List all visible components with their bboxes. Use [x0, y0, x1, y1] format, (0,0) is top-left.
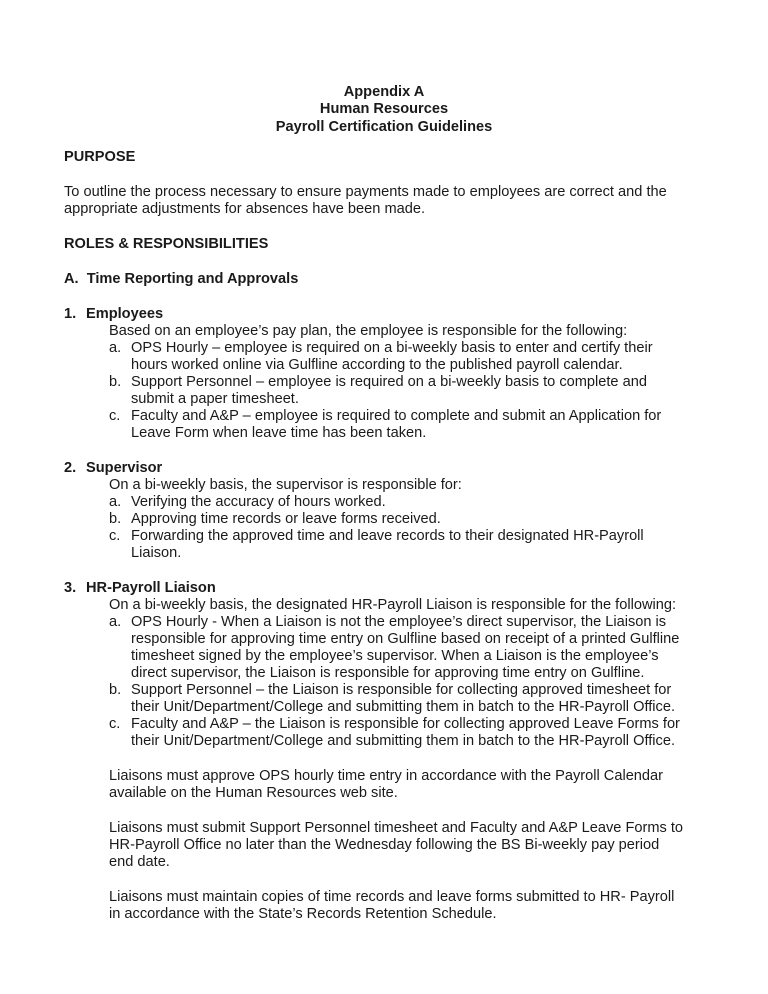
note-3-line-1: Liaisons must maintain copies of time records and leave forms submitted to HR- Payroll — [109, 889, 675, 905]
item-2c-line-1: Forwarding the approved time and leave records to their designated HR-Payroll — [131, 528, 644, 544]
note-1-line-2: available on the Human Resources web site. — [109, 785, 398, 801]
document-title-block — [0, 84, 768, 136]
item-3b-letter: b. — [109, 682, 122, 698]
item-2c-line-2: Liaison. — [131, 545, 182, 561]
item-3b-line-2: their Unit/Department/College and submitting them in batch to the HR-Payroll Office. — [131, 699, 676, 715]
item-2a-letter: a. — [109, 494, 122, 510]
title-department: Human Resources — [319, 101, 449, 118]
item-2-intro: On a bi-weekly basis, the supervisor is responsible for: — [109, 477, 462, 493]
note-3-line-2: in accordance with the State’s Records Retention Schedule. — [109, 906, 497, 922]
title-appendix: Appendix A — [343, 84, 425, 100]
item-2-title: Supervisor — [86, 460, 163, 476]
item-1c-line-2: Leave Form when leave time has been taken. — [131, 425, 427, 441]
item-1c-letter: c. — [109, 408, 121, 424]
note-2-line-3: end date. — [109, 854, 170, 870]
item-1a-line-1: OPS Hourly – employee is required on a bi-weekly basis to enter and certify their — [131, 340, 653, 356]
purpose-heading: PURPOSE — [64, 149, 136, 165]
note-2-line-2: HR-Payroll Office no later than the Wednesday following the BS Bi-weekly pay period — [109, 837, 660, 853]
item-2b-line-1: Approving time records or leave forms received. — [131, 511, 441, 527]
section-a-heading: A. Time Reporting and Approvals — [64, 271, 299, 287]
item-3a-letter: a. — [109, 614, 122, 630]
item-3c-letter: c. — [109, 716, 121, 732]
item-1-number: 1. — [64, 306, 77, 322]
item-1b-line-1: Support Personnel – employee is required on a bi-weekly basis to complete and — [131, 374, 647, 390]
item-3-number: 3. — [64, 580, 77, 596]
item-1b-letter: b. — [109, 374, 122, 390]
item-1a-line-2: hours worked online via Gulfline according to the published payroll calendar. — [131, 357, 623, 373]
item-3a-line-2: responsible for approving time entry on Gulfline based on receipt of a printed Gulfline — [131, 631, 680, 647]
item-1b-line-2: submit a paper timesheet. — [131, 391, 299, 407]
item-3c-line-1: Faculty and A&P – the Liaison is responsible for collecting approved Leave Forms for — [131, 716, 680, 732]
item-3a-line-1: OPS Hourly - When a Liaison is not the employee’s direct supervisor, the Liaison is — [131, 614, 667, 630]
item-1-intro: Based on an employee’s pay plan, the employee is responsible for the following: — [109, 323, 628, 339]
title-guidelines: Payroll Certification Guidelines — [275, 118, 493, 135]
item-1c-line-1: Faculty and A&P – employee is required to complete and submit an Application for — [131, 408, 662, 424]
item-3c-line-2: their Unit/Department/College and submitting them in batch to the HR-Payroll Office. — [131, 733, 676, 749]
item-2a-line-1: Verifying the accuracy of hours worked. — [131, 494, 386, 510]
item-1-title: Employees — [86, 306, 164, 322]
note-2-line-1: Liaisons must submit Support Personnel timesheet and Faculty and A&P Leave Forms to — [109, 820, 684, 836]
item-2-number: 2. — [64, 460, 77, 476]
roles-heading: ROLES & RESPONSIBILITIES — [64, 236, 269, 252]
note-1-line-1: Liaisons must approve OPS hourly time entry in accordance with the Payroll Calendar — [109, 768, 664, 784]
item-3a-line-3: timesheet signed by the employee’s supervisor. When a Liaison is the employee’s — [131, 648, 659, 664]
item-2c-letter: c. — [109, 528, 121, 544]
item-3a-line-4: direct supervisor, the Liaison is responsible for approving time entry on Gulfline. — [131, 665, 645, 681]
item-3b-line-1: Support Personnel – the Liaison is responsible for collecting approved timesheet for — [131, 682, 672, 698]
item-2b-letter: b. — [109, 511, 122, 527]
item-3-intro: On a bi-weekly basis, the designated HR-Payroll Liaison is responsible for the following: — [109, 597, 677, 613]
purpose-line-1: To outline the process necessary to ensure payments made to employees are correct and the — [64, 184, 667, 200]
purpose-line-2: appropriate adjustments for absences have been made. — [64, 201, 426, 217]
item-1a-letter: a. — [109, 340, 122, 356]
item-3-title: HR-Payroll Liaison — [86, 580, 216, 596]
